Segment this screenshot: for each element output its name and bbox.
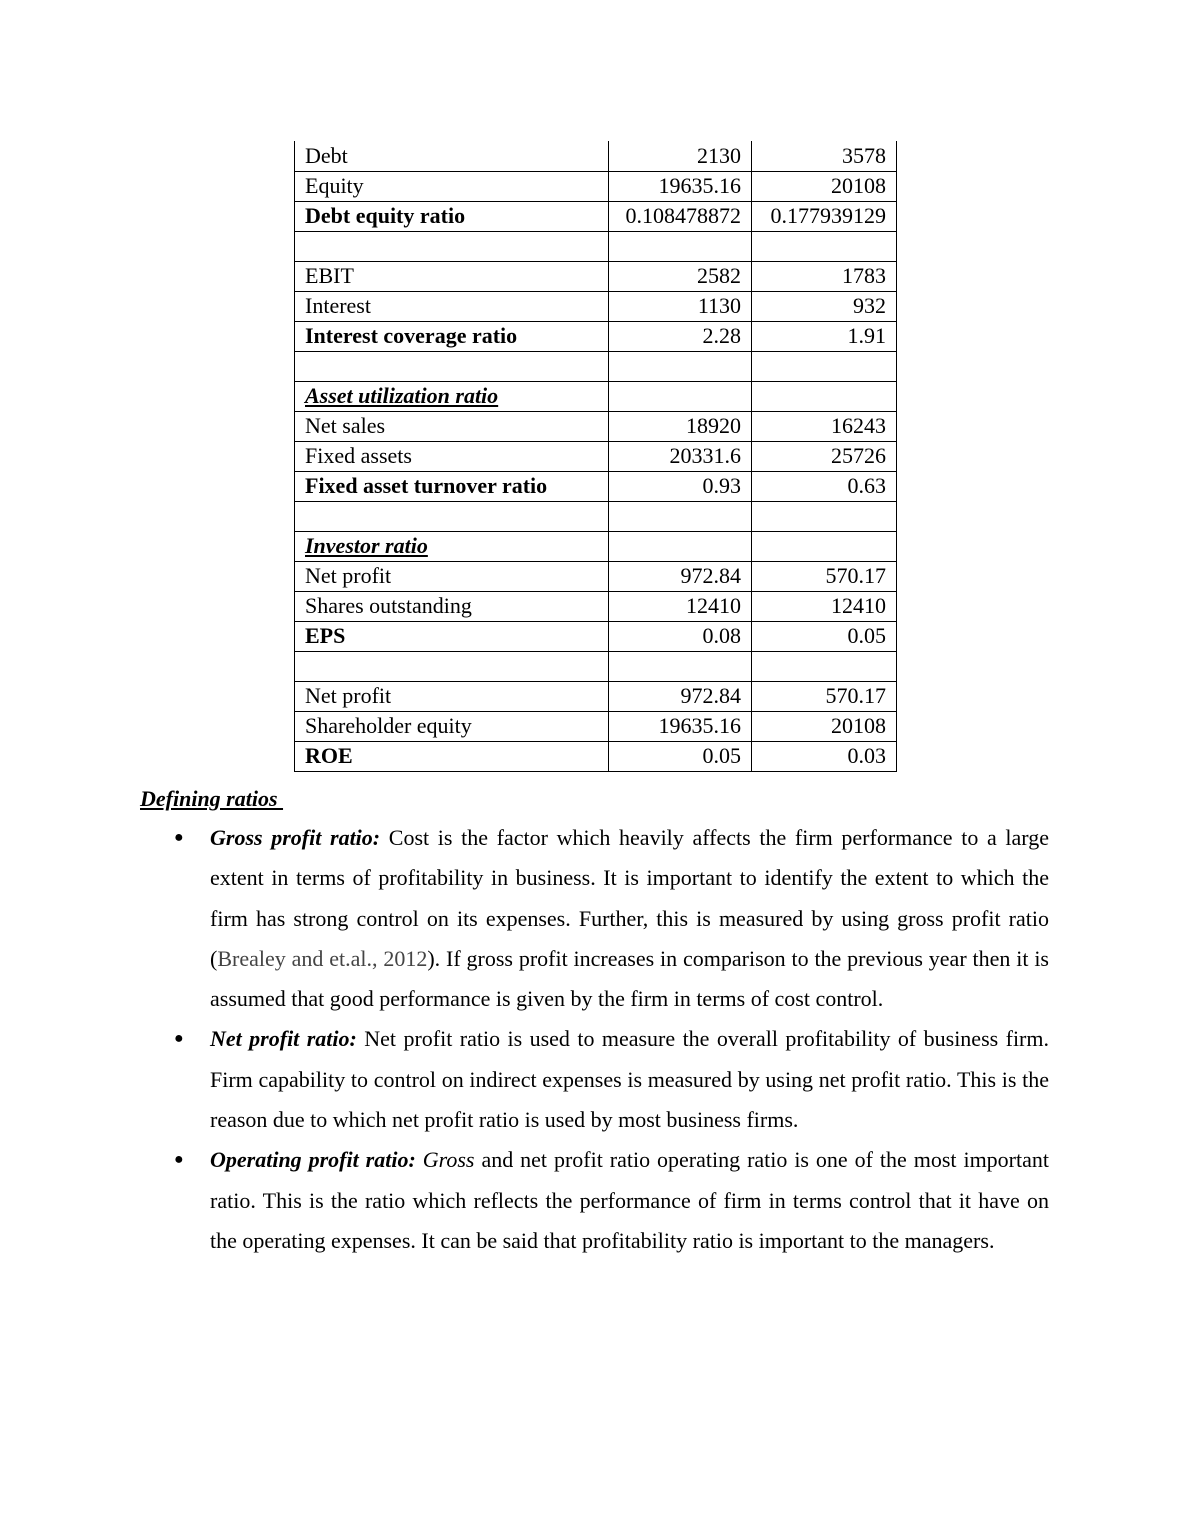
year2-value: 1783 xyxy=(752,261,897,291)
row-label: Interest coverage ratio xyxy=(295,321,609,351)
definition-term: Gross profit ratio: xyxy=(210,825,381,850)
year1-value: 2.28 xyxy=(609,321,752,351)
row-label: ROE xyxy=(295,741,609,771)
year2-value: 20108 xyxy=(752,171,897,201)
table-row xyxy=(295,171,897,201)
row-label: Net profit xyxy=(295,681,609,711)
table-row xyxy=(295,741,897,771)
table-row xyxy=(295,351,897,381)
ratio-table-body xyxy=(295,141,897,771)
year2-value: 932 xyxy=(752,291,897,321)
row-label xyxy=(295,231,609,261)
citation: Brealey and et.al., 2012 xyxy=(217,945,428,971)
list-item xyxy=(174,818,1049,1019)
bullet-icon: ● xyxy=(174,1030,184,1048)
year1-value: 0.93 xyxy=(609,471,752,501)
table-row xyxy=(295,381,897,411)
definitions-list xyxy=(174,818,1049,1261)
year2-value xyxy=(752,501,897,531)
table-row xyxy=(295,321,897,351)
row-label: Equity xyxy=(295,171,609,201)
table-row xyxy=(295,411,897,441)
table-row xyxy=(295,561,897,591)
section-heading: Defining ratios xyxy=(140,786,284,811)
year1-value xyxy=(609,381,752,411)
year2-value xyxy=(752,531,897,561)
row-label: EBIT xyxy=(295,261,609,291)
row-label xyxy=(295,501,609,531)
definition-text: Net profit ratio is used to measure the overall profitability of business firm. Firm capability to control on indirect expenses is measured by using net profit ratio. This is the reason due to which net profit ratio is used by most business firms. xyxy=(210,1026,1049,1133)
year2-value: 16243 xyxy=(752,411,897,441)
row-label: Fixed asset turnover ratio xyxy=(295,471,609,501)
year1-value xyxy=(609,231,752,261)
year1-value: 20331.6 xyxy=(609,441,752,471)
table-row xyxy=(295,141,897,171)
table-row xyxy=(295,621,897,651)
year1-value xyxy=(609,351,752,381)
definition-term: Operating profit ratio: xyxy=(210,1147,416,1173)
year2-value: 0.03 xyxy=(752,741,897,771)
table-row xyxy=(295,261,897,291)
year2-value: 25726 xyxy=(752,441,897,471)
year1-value: 1130 xyxy=(609,291,752,321)
definition-text: Cost is the factor which heavily affects the firm performance to a large extent in terms of profitability in business. It is important to identify the extent to which the firm has strong control on its expenses. Further, this is measured by using gross profit ratio ( xyxy=(210,825,1049,971)
year2-value xyxy=(752,351,897,381)
year2-value: 570.17 xyxy=(752,561,897,591)
definition-term: Net profit ratio: xyxy=(210,1026,357,1052)
year2-value xyxy=(752,381,897,411)
year1-value: 0.08 xyxy=(609,621,752,651)
bullet-icon: ● xyxy=(174,1151,184,1169)
row-label: EPS xyxy=(295,621,609,651)
year2-value: 0.05 xyxy=(752,621,897,651)
year2-value: 20108 xyxy=(752,711,897,741)
table-row xyxy=(295,201,897,231)
year1-value: 0.05 xyxy=(609,741,752,771)
year2-value: 570.17 xyxy=(752,681,897,711)
year2-value: 3578 xyxy=(752,141,897,171)
ratio-table xyxy=(294,141,897,772)
table-row xyxy=(295,291,897,321)
section-label: Investor ratio xyxy=(295,531,609,561)
section-label: Asset utilization ratio xyxy=(295,381,609,411)
year1-value: 2130 xyxy=(609,141,752,171)
year1-value xyxy=(609,651,752,681)
year2-value xyxy=(752,651,897,681)
table-row xyxy=(295,471,897,501)
row-label xyxy=(295,351,609,381)
table-row xyxy=(295,681,897,711)
year2-value xyxy=(752,231,897,261)
row-label: Net profit xyxy=(295,561,609,591)
row-label: Debt xyxy=(295,141,609,171)
row-label xyxy=(295,651,609,681)
table-row xyxy=(295,651,897,681)
table-row xyxy=(295,441,897,471)
table-row xyxy=(295,501,897,531)
list-item xyxy=(174,1140,1049,1261)
row-label: Fixed assets xyxy=(295,441,609,471)
row-label: Shares outstanding xyxy=(295,591,609,621)
row-label: Shareholder equity xyxy=(295,711,609,741)
bullet-icon: ● xyxy=(174,829,184,846)
definition-text: ). If gross profit increases in comparison to the previous year then it is assumed that good performance is given by the firm in terms of cost control. xyxy=(210,945,1049,1012)
table-row xyxy=(295,591,897,621)
year1-value: 0.108478872 xyxy=(609,201,752,231)
year1-value xyxy=(609,501,752,531)
year1-value: 18920 xyxy=(609,411,752,441)
year1-value: 972.84 xyxy=(609,681,752,711)
table-row xyxy=(295,231,897,261)
definition-italic-word: Gross xyxy=(415,1147,475,1173)
table-row xyxy=(295,711,897,741)
year1-value: 972.84 xyxy=(609,561,752,591)
year1-value: 19635.16 xyxy=(609,711,752,741)
year2-value: 1.91 xyxy=(752,321,897,351)
row-label: Net sales xyxy=(295,411,609,441)
year1-value: 2582 xyxy=(609,261,752,291)
table-row xyxy=(295,531,897,561)
year2-value: 12410 xyxy=(752,591,897,621)
row-label: Interest xyxy=(295,291,609,321)
year2-value: 0.63 xyxy=(752,471,897,501)
list-item xyxy=(174,1019,1049,1140)
row-label: Debt equity ratio xyxy=(295,201,609,231)
definition-text: and net profit ratio operating ratio is one of the most important ratio. This is the ratio which reflects the performance of firm in terms control that it have on the operating expenses. It can be said that profitability ratio is important to the managers. xyxy=(210,1147,1049,1253)
year2-value: 0.177939129 xyxy=(752,201,897,231)
year1-value xyxy=(609,531,752,561)
year1-value: 12410 xyxy=(609,591,752,621)
year1-value: 19635.16 xyxy=(609,171,752,201)
